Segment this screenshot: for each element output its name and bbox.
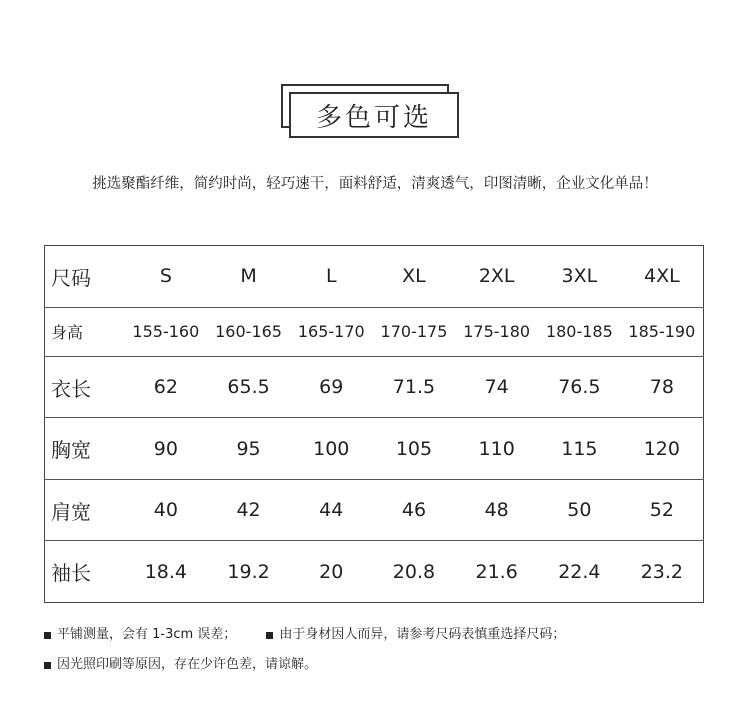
size-2xl: 2XL xyxy=(455,246,538,308)
notes xyxy=(44,620,565,680)
row-label: 衣长 xyxy=(45,356,125,418)
table-cell: 50 xyxy=(538,479,621,541)
table-cell: 69 xyxy=(290,356,373,418)
table-cell: 48 xyxy=(455,479,538,541)
table-cell: 18.4 xyxy=(144,560,187,583)
table-cell: 155-160 xyxy=(125,307,208,356)
table-cell: 100 xyxy=(290,418,373,480)
size-s: S xyxy=(125,246,208,308)
table-cell: 23.2 xyxy=(640,560,684,583)
table-cell: 170-175 xyxy=(373,307,456,356)
square-bullet-icon xyxy=(44,662,51,669)
product-intro: 挑选聚酯纤维，简约时尚，轻巧速干，面料舒适，清爽透气，印图清晰，企业文化单品！ xyxy=(92,176,658,192)
size-chart xyxy=(44,245,704,603)
chest-row xyxy=(45,418,704,480)
table-cell: 165-170 xyxy=(290,307,373,356)
note-color xyxy=(44,650,317,680)
table-cell: 78 xyxy=(621,356,704,418)
table-cell: 90 xyxy=(125,418,208,480)
row-label: 肩宽 xyxy=(45,479,125,541)
size-header-label: 尺码 xyxy=(45,246,125,308)
table-cell: 19.2 xyxy=(227,560,270,583)
note-fit xyxy=(266,620,565,650)
notes-line-1 xyxy=(44,620,565,650)
table-cell: 65.5 xyxy=(207,356,290,418)
size-xl: XL xyxy=(373,246,456,308)
table-cell: 185-190 xyxy=(621,307,704,356)
square-bullet-icon xyxy=(266,632,273,639)
table-cell: 46 xyxy=(373,479,456,541)
note-measure xyxy=(44,620,236,650)
table-cell: 42 xyxy=(207,479,290,541)
note-color-text: 因光照印刷等原因，存在少许色差，请谅解。 xyxy=(57,657,318,672)
table-cell: 21.6 xyxy=(475,560,518,583)
size-3xl: 3XL xyxy=(538,246,621,308)
table-cell: 20.8 xyxy=(392,560,436,583)
table-cell: 115 xyxy=(538,418,621,480)
table-cell: 22.4 xyxy=(558,560,601,583)
note-measure-text: 平铺测量，会有 1-3cm 误差； xyxy=(57,627,237,642)
table-cell: 62 xyxy=(125,356,208,418)
size-header-row xyxy=(45,246,704,308)
table-cell: 52 xyxy=(621,479,704,541)
table-cell: 110 xyxy=(455,418,538,480)
row-label: 胸宽 xyxy=(45,418,125,480)
table-cell: 105 xyxy=(373,418,456,480)
row-label: 身高 xyxy=(45,307,125,356)
table-cell: 71.5 xyxy=(373,356,456,418)
note-fit-text: 由于身材因人而异，请参考尺码表慎重选择尺码； xyxy=(279,627,566,642)
table-cell: 120 xyxy=(621,418,704,480)
table-cell: 76.5 xyxy=(538,356,621,418)
table-cell: 44 xyxy=(290,479,373,541)
size-l: L xyxy=(290,246,373,308)
size-4xl: 4XL xyxy=(621,246,704,308)
page-title: 多色可选 xyxy=(289,92,459,138)
table-cell: 180-185 xyxy=(538,307,621,356)
length-row xyxy=(45,356,704,418)
table-cell: 160-165 xyxy=(207,307,290,356)
table-cell: 20 xyxy=(319,560,344,583)
notes-line-2 xyxy=(44,650,565,680)
sleeve-row xyxy=(45,541,704,603)
size-m: M xyxy=(207,246,290,308)
row-label: 袖长 xyxy=(51,561,91,586)
title-badge xyxy=(281,84,461,140)
height-row xyxy=(45,307,704,356)
table-cell: 95 xyxy=(207,418,290,480)
shoulder-row xyxy=(45,479,704,541)
table-cell: 40 xyxy=(125,479,208,541)
table-cell: 175-180 xyxy=(455,307,538,356)
square-bullet-icon xyxy=(44,632,51,639)
table-cell: 74 xyxy=(455,356,538,418)
